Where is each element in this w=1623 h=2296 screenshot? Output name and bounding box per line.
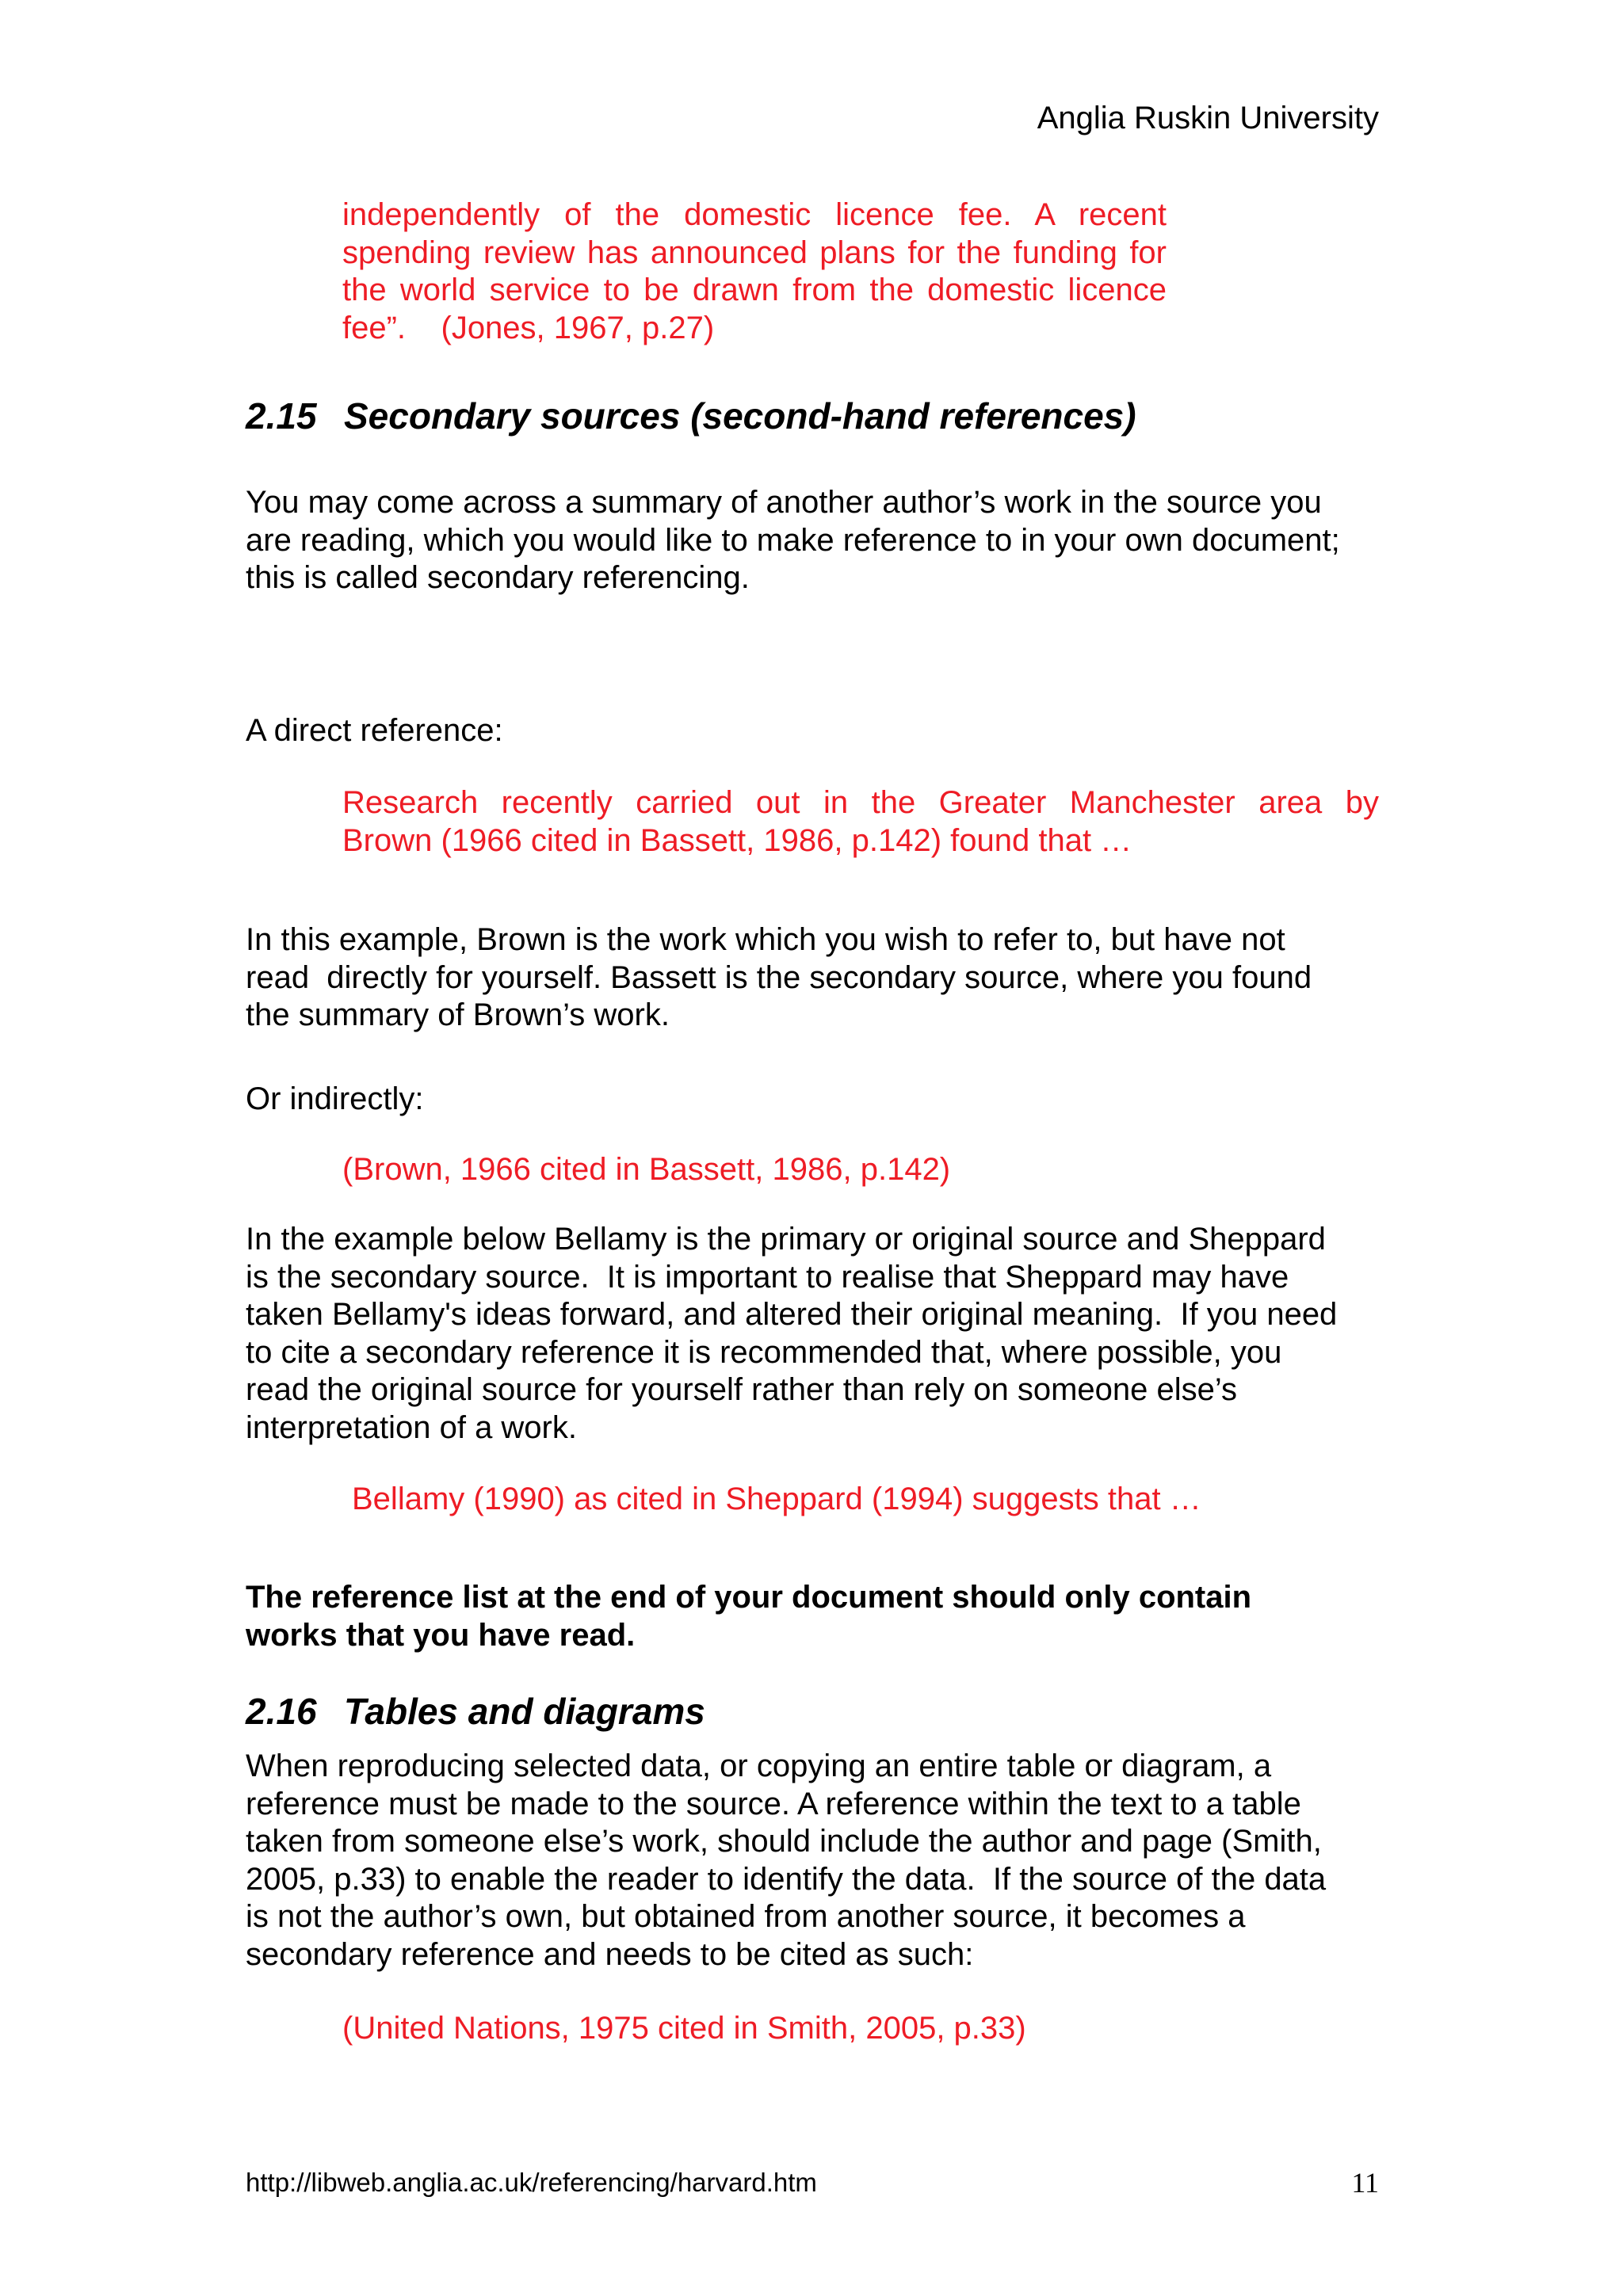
example-united-nations: (United Nations, 1975 cited in Smith, 2005, p.33) (342, 2011, 1026, 2046)
quote-line: independently of the domestic licence fee. A recent (342, 197, 1167, 232)
label-direct-reference: A direct reference: (246, 713, 503, 748)
footer-url-link[interactable]: http://libweb.anglia.ac.uk/referencing/harvard.htm (246, 2168, 817, 2197)
text-line: In this example, Brown is the work which you wish to refer to, but have not (246, 922, 1285, 957)
example-indirect-reference: (Brown, 1966 cited in Bassett, 1986, p.142) (342, 1152, 951, 1187)
text-line: works that you have read. (246, 1617, 636, 1653)
section-heading-2-15 (246, 394, 1136, 438)
label-indirect-reference: Or indirectly: (246, 1081, 424, 1116)
quote-line: the world service to be drawn from the domestic licence (342, 273, 1167, 307)
text-line: In the example below Bellamy is the primary or original source and Sheppard (246, 1222, 1326, 1257)
paragraph-tables (246, 1748, 1379, 1974)
text-line: interpretation of a work. (246, 1409, 577, 1445)
page-number: 11 (1351, 2167, 1379, 2199)
quote-line-citation: fee”. (Jones, 1967, p.27) (342, 310, 715, 345)
section-heading-2-16 (246, 1689, 705, 1733)
text-line: taken from someone else’s work, should include the author and page (Smith, (246, 1824, 1322, 1859)
text-line: read the original source for yourself rather than rely on someone else’s (246, 1372, 1238, 1407)
quote-line: spending review has announced plans for the funding for (342, 235, 1167, 270)
page-header: Anglia Ruskin University (1037, 101, 1379, 135)
text-line: the summary of Brown’s work. (246, 997, 670, 1032)
text-line: reference must be made to the source. A reference within the text to a table (246, 1786, 1301, 1821)
example-direct-reference (342, 784, 1379, 860)
text-line: to cite a secondary reference it is recommended that, where possible, you (246, 1334, 1282, 1370)
text-line: secondary reference and needs to be cited as such: (246, 1936, 974, 1972)
note-reference-list (246, 1579, 1379, 1654)
text-line: The reference list at the end of your document should only contain (246, 1580, 1252, 1615)
example-bellamy: Bellamy (1990) as cited in Sheppard (1994) suggests that … (352, 1482, 1201, 1516)
text-line: this is called secondary referencing. (246, 560, 750, 595)
text-line: You may come across a summary of another author’s work in the source you (246, 485, 1322, 520)
section-title: Tables and diagrams (344, 1691, 705, 1732)
text-line: read directly for yourself. Bassett is the secondary source, where you found (246, 959, 1312, 995)
section-number: 2.15 (246, 395, 317, 437)
text-line: is the secondary source. It is important to realise that Sheppard may have (246, 1259, 1289, 1295)
text-line: are reading, which you would like to make reference to in your own document; (246, 522, 1340, 558)
text-line: taken Bellamy's ideas forward, and altered their original meaning. If you need (246, 1297, 1338, 1332)
text-line: is not the author’s own, but obtained from another source, it becomes a (246, 1899, 1246, 1934)
block-quote-jones (342, 196, 1167, 347)
text-line: When reproducing selected data, or copying an entire table or diagram, a (246, 1749, 1272, 1783)
example-line: Brown (1966 cited in Bassett, 1986, p.142) found that … (342, 822, 1132, 858)
paragraph-explanation (246, 921, 1379, 1035)
paragraph-secondary-intro (246, 484, 1379, 597)
section-title: Secondary sources (second-hand references) (344, 395, 1136, 437)
section-number: 2.16 (246, 1691, 317, 1732)
example-line: Research recently carried out in the Greater Manchester area by (342, 785, 1379, 820)
paragraph-bellamy (246, 1221, 1379, 1447)
text-line: 2005, p.33) to enable the reader to identify the data. If the source of the data (246, 1861, 1327, 1897)
